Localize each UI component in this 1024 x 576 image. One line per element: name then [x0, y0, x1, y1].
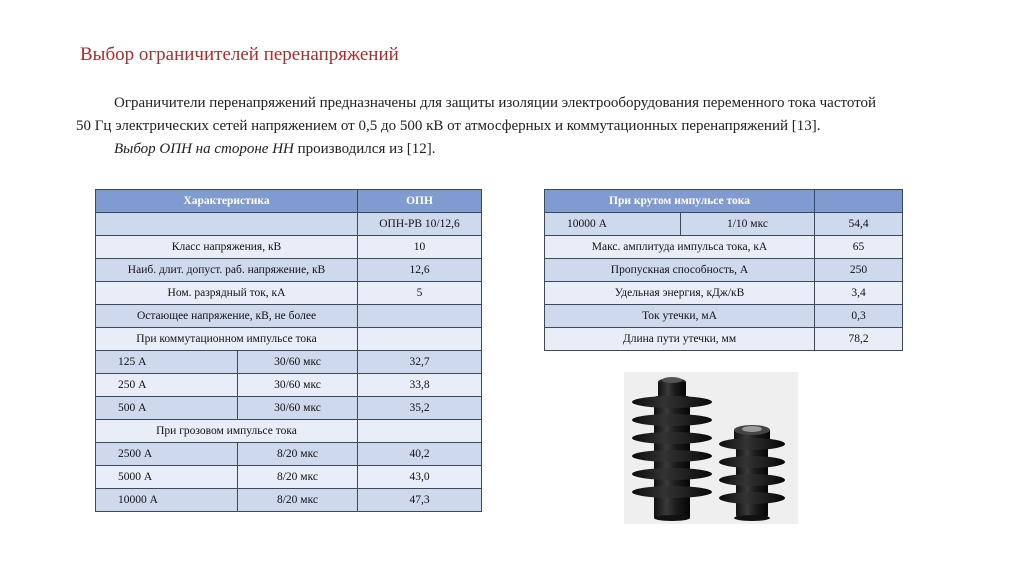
- table-cell: 54,4: [815, 213, 903, 236]
- table-row: [96, 420, 482, 443]
- table-cell: 8/20 мкс: [238, 443, 358, 466]
- table-cell: 33,8: [358, 374, 482, 397]
- table-row: [96, 236, 482, 259]
- table-cell: 12,6: [358, 259, 482, 282]
- table-cell: 65: [815, 236, 903, 259]
- table-row: [96, 282, 482, 305]
- table-cell: [358, 305, 482, 328]
- table-cell: 30/60 мкс: [238, 397, 358, 420]
- paragraph-line-2: 50 Гц электрических сетей напряжением от 0,5 до 500 кВ от атмосферных и коммутационных перенапряжений [13].: [76, 118, 821, 134]
- paragraph-line-3: [76, 138, 996, 161]
- table-cell: При коммутационном импульсе тока: [96, 328, 358, 351]
- table-row: [545, 213, 903, 236]
- intro-paragraph: [76, 92, 996, 161]
- table-cell: 5: [358, 282, 482, 305]
- table-cell: 250: [815, 259, 903, 282]
- table-row: [545, 328, 903, 351]
- table-cell: [96, 213, 358, 236]
- table-cell: 125 А: [96, 351, 238, 374]
- table-cell: 32,7: [358, 351, 482, 374]
- table-cell: 250 А: [96, 374, 238, 397]
- table-row: [96, 443, 482, 466]
- table-row: [96, 213, 482, 236]
- table-cell: 10000 А: [545, 213, 681, 236]
- large-arrester: [632, 377, 712, 521]
- paragraph-line-1: Ограничители перенапряжений предназначены для защиты изоляции электрооборудования переменного тока частотой: [114, 95, 877, 111]
- table-cell: 3,4: [815, 282, 903, 305]
- table-cell: 8/20 мкс: [238, 466, 358, 489]
- table-cell: Ном. разрядный ток, кА: [96, 282, 358, 305]
- table-cell: 0,3: [815, 305, 903, 328]
- table-cell: Удельная энергия, кДж/кВ: [545, 282, 815, 305]
- steep-impulse-table: [544, 189, 903, 351]
- table-cell: 43,0: [358, 466, 482, 489]
- paragraph-line-3-rest: производился из [12].: [293, 141, 436, 157]
- table-row: [96, 466, 482, 489]
- table-row: [96, 351, 482, 374]
- table-row: [96, 397, 482, 420]
- table-cell: [358, 328, 482, 351]
- table-row: [545, 305, 903, 328]
- table2-header-row: [545, 190, 903, 213]
- table-row: [545, 236, 903, 259]
- table-cell: 10000 А: [96, 489, 238, 512]
- small-arrester: [719, 425, 785, 521]
- table-cell: 2500 А: [96, 443, 238, 466]
- table-cell: 30/60 мкс: [238, 374, 358, 397]
- opn-characteristics-table: [95, 189, 482, 512]
- table-row: [545, 282, 903, 305]
- surge-arrester-illustration: [624, 372, 798, 524]
- table-row: [96, 489, 482, 512]
- table-cell: 500 А: [96, 397, 238, 420]
- table-cell: Пропускная способность, А: [545, 259, 815, 282]
- table-row: [545, 259, 903, 282]
- table1-header-opn: ОПН: [358, 190, 482, 213]
- table-cell: 40,2: [358, 443, 482, 466]
- surge-arrester-photo: [624, 372, 798, 524]
- table-cell: 78,2: [815, 328, 903, 351]
- table-row: [96, 305, 482, 328]
- table-cell: 30/60 мкс: [238, 351, 358, 374]
- table-row: [96, 374, 482, 397]
- table-cell: Наиб. длит. допуст. раб. напряжение, кВ: [96, 259, 358, 282]
- table-cell: При грозовом импульсе тока: [96, 420, 358, 443]
- table1-header-row: [96, 190, 482, 213]
- table2-header-steep-impulse: При крутом импульсе тока: [545, 190, 815, 213]
- table2-header-empty: [815, 190, 903, 213]
- table-cell: Класс напряжения, кВ: [96, 236, 358, 259]
- table-cell: 35,2: [358, 397, 482, 420]
- table1-header-characteristic: Характеристика: [96, 190, 358, 213]
- table-cell: [358, 420, 482, 443]
- table-cell: 5000 А: [96, 466, 238, 489]
- paragraph-italic-phrase: Выбор ОПН на стороне НН: [114, 141, 294, 157]
- slide-title: Выбор ограничителей перенапряжений: [80, 44, 399, 65]
- table-row: [96, 259, 482, 282]
- table-cell: Макс. амплитуда импульса тока, кА: [545, 236, 815, 259]
- table-cell: ОПН-РВ 10/12,6: [358, 213, 482, 236]
- table-cell: 47,3: [358, 489, 482, 512]
- table-cell: 8/20 мкс: [238, 489, 358, 512]
- table-cell: 1/10 мкс: [681, 213, 815, 236]
- table-cell: Ток утечки, мА: [545, 305, 815, 328]
- table-cell: 10: [358, 236, 482, 259]
- table-cell: Остающее напряжение, кВ, не более: [96, 305, 358, 328]
- table-cell: Длина пути утечки, мм: [545, 328, 815, 351]
- table-row: [96, 328, 482, 351]
